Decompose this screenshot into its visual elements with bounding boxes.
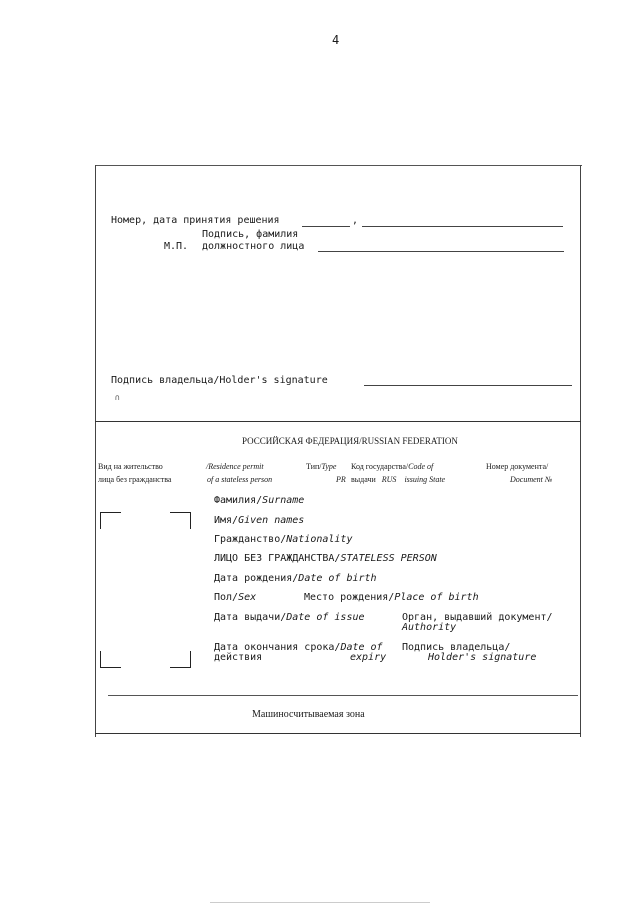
decision-number-field[interactable] — [302, 226, 350, 227]
stateless-person-value: ЛИЦО БЕЗ ГРАЖДАНСТВА/STATELESS PERSON — [214, 553, 437, 564]
holder-signature-field[interactable] — [364, 385, 572, 386]
decision-date-field[interactable] — [362, 226, 563, 227]
expiry-label-line1: Дата окончания срока/Date of — [214, 642, 383, 653]
code-issuing-label: выдачи RUS issuing State — [351, 475, 446, 484]
decision-number-date-label: Номер, дата принятия решения — [111, 215, 280, 226]
frame-bottom-border — [95, 733, 581, 734]
mrz-label: Машиносчитываемая зона — [252, 709, 365, 720]
page-bottom-mark — [210, 902, 430, 903]
holder-signature-label: Подпись владельца/Holder's signature — [111, 375, 328, 386]
holder-sig-en-label: Holder's signature — [428, 652, 537, 663]
type-value: PR — [336, 475, 346, 484]
section-divider — [95, 421, 581, 422]
date-of-issue-label: Дата выдачи/Date of issue — [214, 612, 365, 623]
photo-corner-top-left — [100, 512, 121, 529]
card-heading: РОССИЙСКАЯ ФЕДЕРАЦИЯ/RUSSIAN FEDERATION — [242, 436, 458, 446]
surname-label: Фамилия/Surname — [214, 495, 305, 506]
signature-name-label: Подпись, фамилия — [202, 229, 299, 240]
doc-type-en-line1: /Residence permit — [206, 462, 264, 471]
document-number-label: Номер документа/ — [486, 462, 549, 471]
decision-comma: , — [352, 215, 359, 226]
code-label: Код государства/Code of — [351, 462, 434, 471]
doc-type-ru-line1: Вид на жительство — [98, 462, 163, 471]
authority-en-label: Authority — [402, 622, 457, 633]
authority-label: Орган, выдавший документ/ — [402, 612, 553, 623]
official-signature-field[interactable] — [318, 251, 564, 252]
nationality-label: Гражданство/Nationality — [214, 534, 353, 545]
photo-corner-top-right — [170, 512, 191, 529]
place-of-birth-label: Место рождения/Place of birth — [304, 592, 479, 603]
frame-left-border — [95, 165, 96, 737]
doc-type-en-line2: of a stateless person — [207, 475, 273, 484]
holder-sig-label: Подпись владельца/ — [402, 642, 511, 653]
date-of-birth-label: Дата рождения/Date of birth — [214, 573, 377, 584]
official-label: должностного лица — [202, 241, 305, 252]
frame-top-border — [95, 165, 582, 166]
type-label: Тип/Type — [306, 462, 337, 471]
given-names-label: Имя/Given names — [214, 515, 305, 526]
document-number-en-label: Document № — [510, 475, 553, 484]
page-number: 4 — [332, 33, 340, 47]
photo-corner-bottom-right — [170, 651, 191, 668]
expiry-en-label: expiry — [350, 652, 387, 663]
frame-right-border — [580, 165, 581, 737]
sex-label: Пол/Sex — [214, 592, 257, 603]
doc-type-ru-line2: лица без гражданства — [98, 475, 172, 484]
stamp-label: М.П. — [164, 241, 189, 252]
mrz-divider — [108, 695, 578, 696]
signature-mark-icon: ∩ — [115, 393, 120, 402]
photo-corner-bottom-left — [100, 651, 121, 668]
expiry-label-line2: действия — [214, 652, 263, 663]
